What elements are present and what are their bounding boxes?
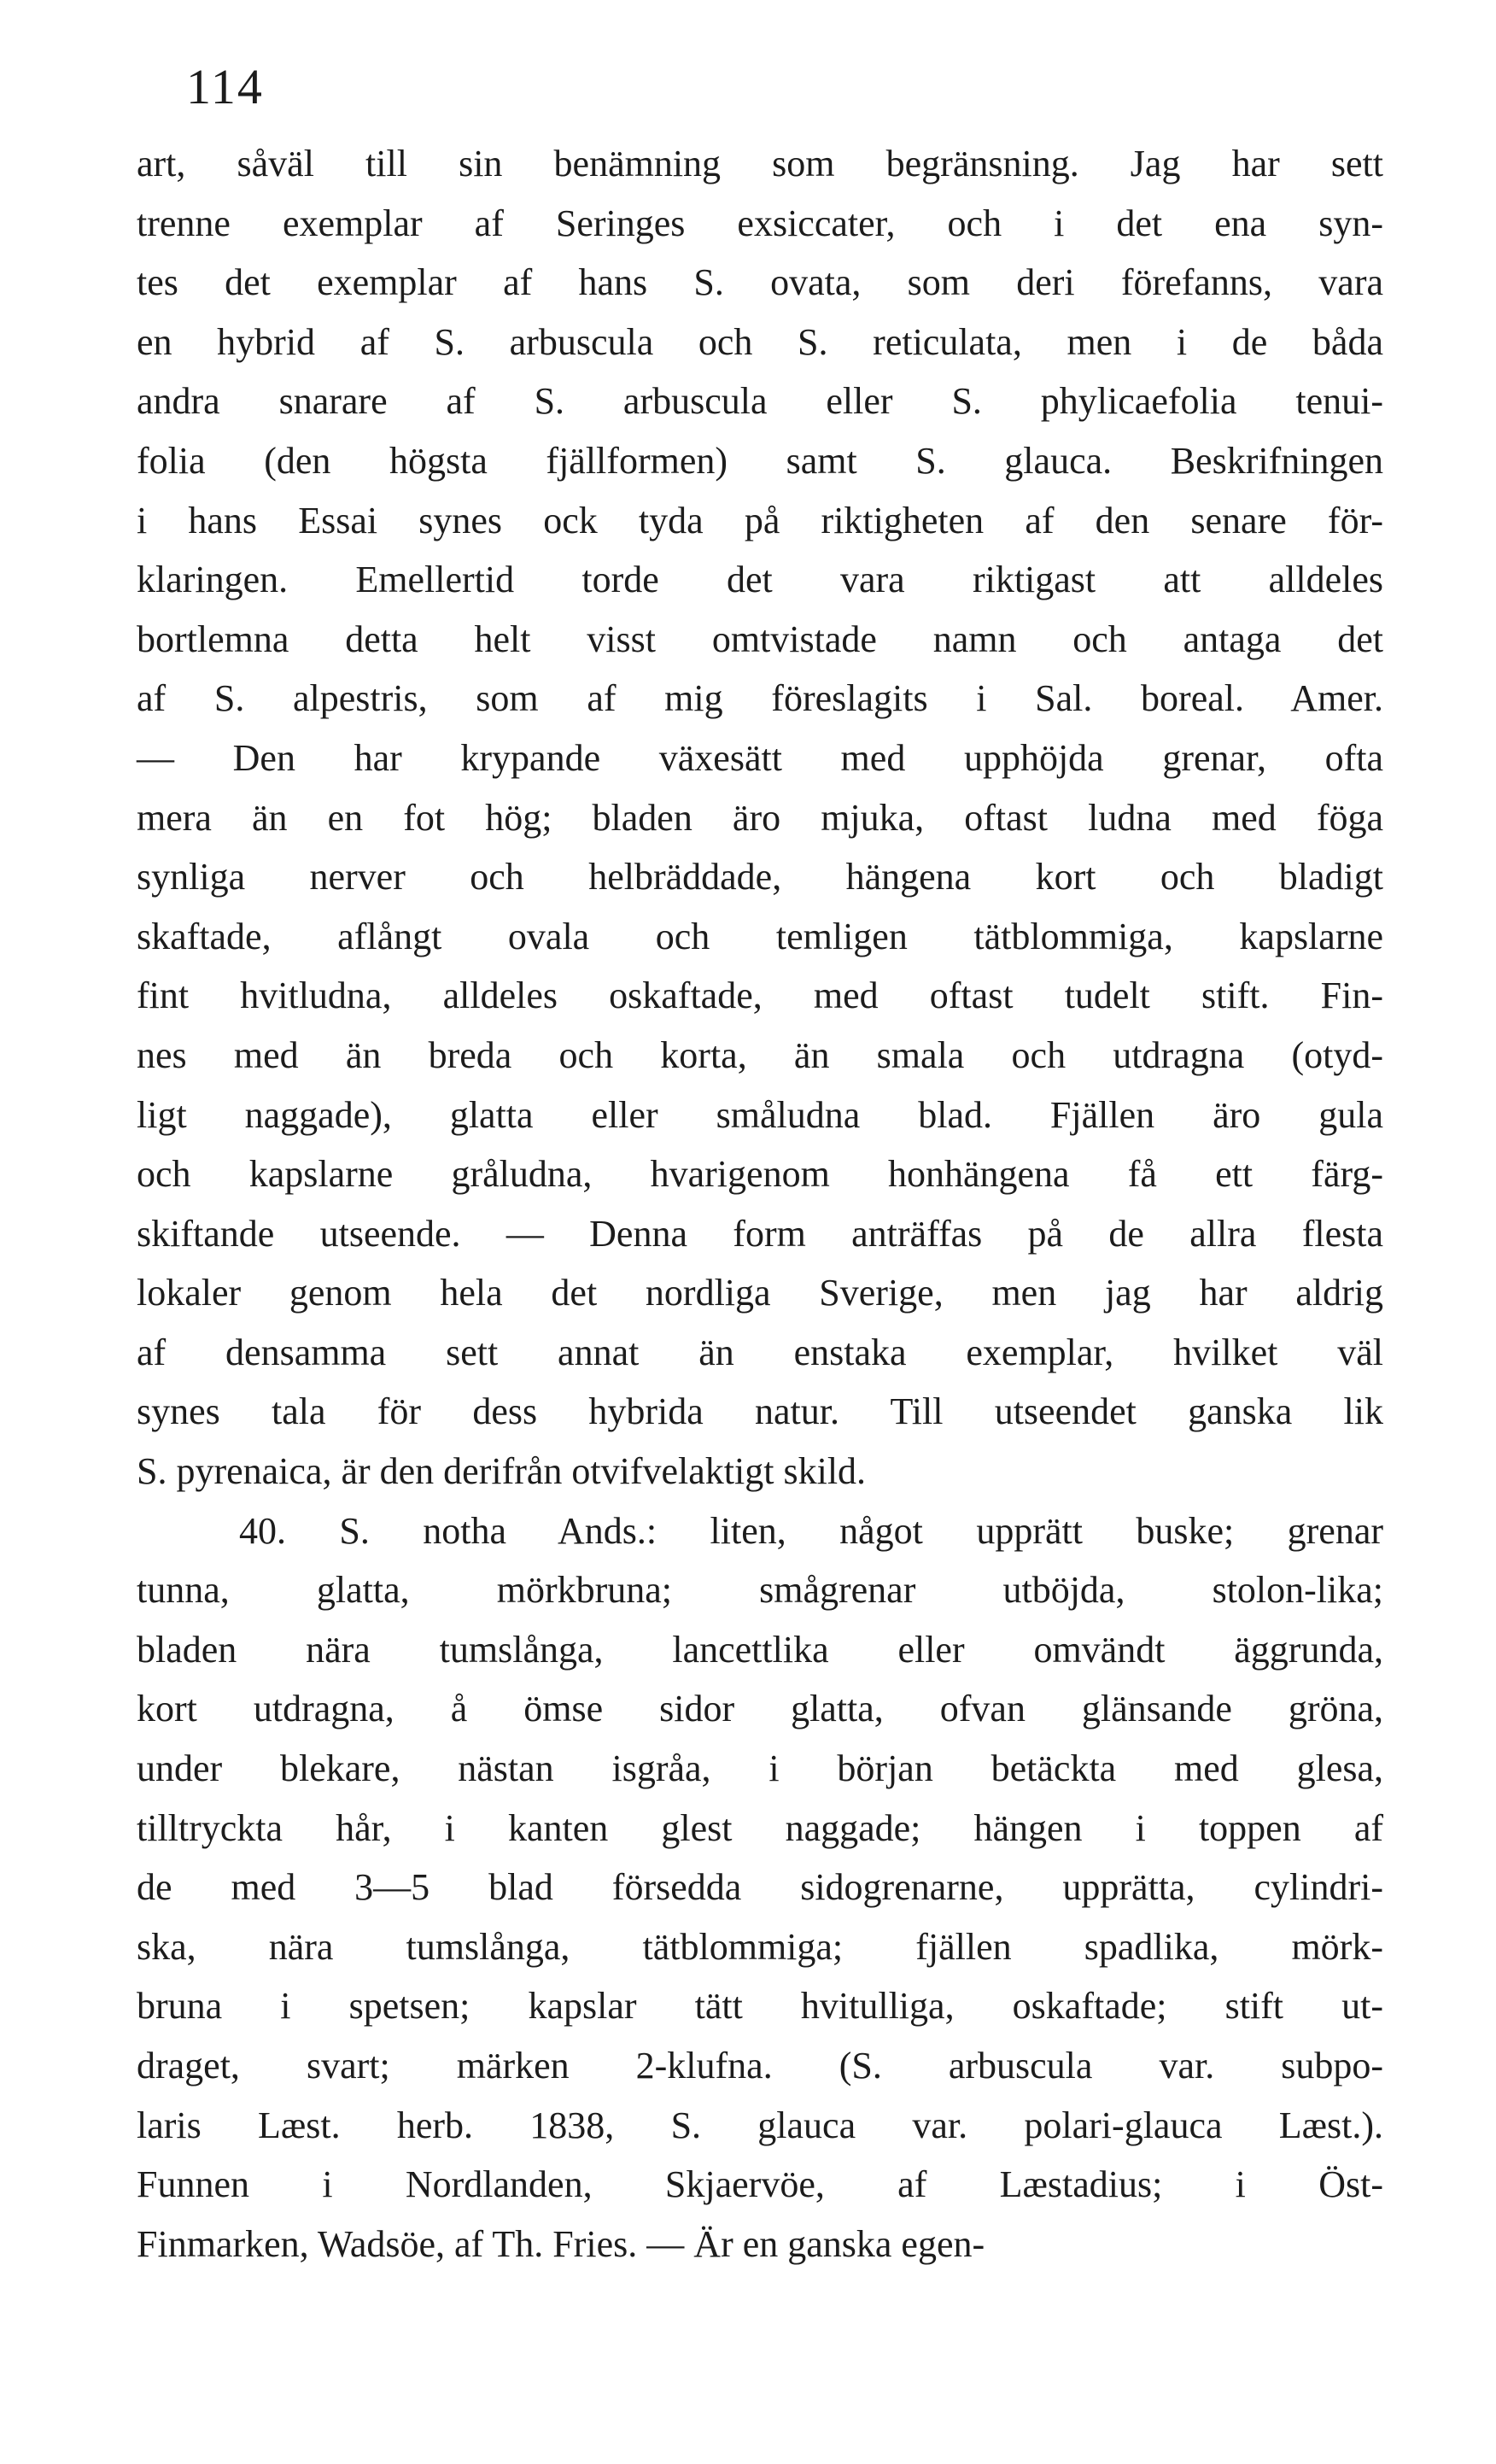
text-line: bladen nära tumslånga, lancettlika eller omvändt äggrunda, — [137, 1628, 1383, 1671]
text-line: och kapslarne gråludna, hvarigenom honhängena få ett färg- — [137, 1153, 1383, 1196]
text-line: de med 3—5 blad försedda sidogrenarne, upprätta, cylindri- — [137, 1866, 1383, 1909]
text-line: synes tala för dess hybrida natur. Till utseendet ganska lik — [137, 1390, 1383, 1433]
text-line: tes det exemplar af hans S. ovata, som deri förefanns, vara — [137, 261, 1383, 304]
text-line: ska, nära tumslånga, tätblommiga; fjällen spadlika, mörk- — [137, 1925, 1383, 1968]
text-line: synliga nerver och helbräddade, hängena kort och bladigt — [137, 856, 1383, 898]
text-line: fint hvitludna, alldeles oskaftade, med oftast tudelt stift. Fin- — [137, 974, 1383, 1017]
text-line: S. pyrenaica, är den derifrån otvifvelaktigt skild. — [137, 1450, 867, 1493]
text-line: 40. S. notha Ands.: liten, något upprätt buske; grenar — [239, 1509, 1383, 1552]
text-line: draget, svart; märken 2-klufna. (S. arbuscula var. subpo- — [137, 2045, 1383, 2086]
text-line: nes med än breda och korta, än smala och utdragna (otyd- — [137, 1033, 1383, 1076]
text-line: en hybrid af S. arbuscula och S. reticulata, men i de båda — [137, 320, 1383, 363]
text-line: bortlemna detta helt visst omtvistade namn och antaga det — [137, 617, 1383, 660]
text-line: andra snarare af S. arbuscula eller S. phylicaefolia tenui- — [137, 380, 1383, 423]
text-line: — Den har krypande växesätt med upphöjda grenar, ofta — [137, 736, 1383, 779]
text-line: bruna i spetsen; kapslar tätt hvitulliga, oskaftade; stift ut- — [137, 1985, 1383, 2028]
page-number: 114 — [186, 59, 264, 114]
text-line: af densamma sett annat än enstaka exemplar, hvilket väl — [137, 1331, 1383, 1373]
text-line: laris Læst. herb. 1838, S. glauca var. polari-glauca Læst.). — [137, 2104, 1383, 2146]
text-line: skiftande utseende. — Denna form anträffas på de allra flesta — [137, 1212, 1383, 1255]
text-line: klaringen. Emellertid torde det vara riktigast att alldeles — [137, 559, 1383, 601]
text-line: trenne exemplar af Seringes exsiccater, och i det ena syn- — [137, 202, 1383, 244]
text-line: under blekare, nästan isgråa, i början betäckta med glesa, — [137, 1747, 1383, 1790]
text-line: lokaler genom hela det nordliga Sverige, men jag har aldrig — [137, 1272, 1383, 1314]
text-line: af S. alpestris, som af mig föreslagits i Sal. boreal. Amer. — [137, 677, 1383, 720]
body-text — [137, 134, 1383, 2274]
text-line: tunna, glatta, mörkbruna; smågrenar utböjda, stolon-lika; — [137, 1569, 1383, 1612]
text-line: mera än en fot hög; bladen äro mjuka, oftast ludna med föga — [137, 796, 1383, 839]
text-line: folia (den högsta fjällformen) samt S. glauca. Beskrifningen — [137, 439, 1383, 482]
text-line: ligt naggade), glatta eller småludna blad. Fjällen äro gula — [137, 1093, 1383, 1136]
text-line: art, såväl till sin benämning som begränsning. Jag har sett — [137, 143, 1383, 184]
text-line: i hans Essai synes ock tyda på riktigheten af den senare för- — [137, 499, 1383, 541]
text-line: tilltryckta hår, i kanten glest naggade; hängen i toppen af — [137, 1806, 1383, 1849]
text-line: Finmarken, Wadsöe, af Th. Fries. — Är en ganska egen- — [137, 2222, 985, 2265]
text-line: Funnen i Nordlanden, Skjaervöe, af Læstadius; i Öst- — [137, 2163, 1383, 2206]
text-line: kort utdragna, å ömse sidor glatta, ofvan glänsande gröna, — [137, 1688, 1383, 1730]
text-line: skaftade, aflångt ovala och temligen tätblommiga, kapslarne — [137, 915, 1383, 957]
